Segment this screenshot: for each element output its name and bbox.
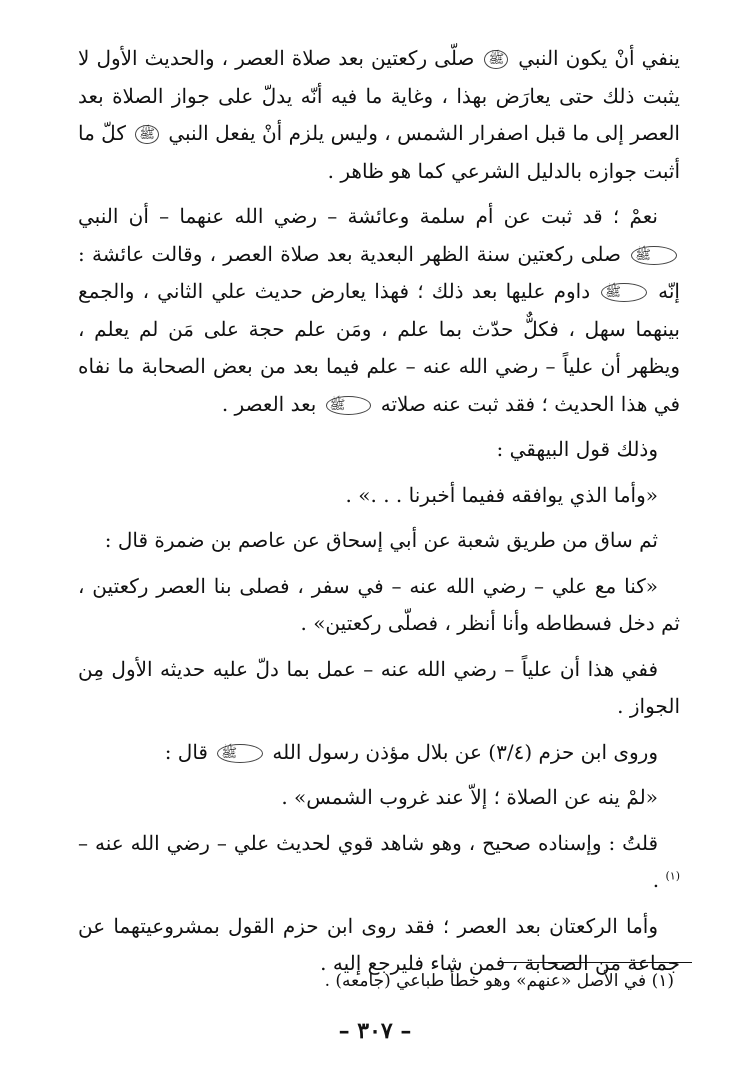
text-run: وأما الركعتان بعد العصر ؛ فقد روى ابن حزم القول بمشروعيتهما عن جماعة من الصحابة ، فمن شاء فليرجع إليه . [78,913,680,975]
text-run: داوم عليها بعد ذلك ؛ فهذا يعارض حديث علي الثاني ، والجمع بينهما سهل ، فكلٌّ حدّث بما علم ، ومَن علم حجة على مَن لم يعلم ، ويظهر أن علياً – رضي الله عنه – علم فيما بعد من بعض الصحابة ما نفاه في هذا الحديث ؛ فقد ثبت عنه صلاته [78,279,680,416]
text-run: وذلك قول البيهقي : [496,437,658,461]
text-run: قلتُ : وإسناده صحيح ، وهو شاهد قوي لحديث علي – رضي الله عنه – [78,830,658,855]
paragraph [78,431,680,469]
honorific-symbol: ﷺ [484,50,508,69]
paragraph [78,198,680,423]
honorific-symbol: ﷺ [631,246,677,265]
paragraph [78,522,680,560]
text-run: ففي هذا أن علياً – رضي الله عنه – عمل بما دلّ عليه حديثه الأول مِن الجواز . [78,656,680,718]
text-run: «كنا مع علي – رضي الله عنه – في سفر ، فصلى بنا العصر ركعتين ، ثم دخل فسطاطه وأنا أنظر ، فصلّى ركعتين» . [78,573,680,635]
text-run: ثم ساق من طريق شعبة عن أبي إسحاق عن عاصم بن ضمرة قال : [104,528,658,552]
paragraph [78,734,680,772]
text-run: «وأما الذي يوافقه ففيما أخبرنا . . .» . [345,482,658,507]
quote-paragraph [78,477,680,515]
text-run: بعد العصر . [221,391,323,416]
text-run: كلّ ما أثبت جوازه بالدليل الشرعي كما هو ظاهر . [78,121,680,183]
honorific-symbol: ﷺ [326,396,372,415]
body-text [78,40,680,991]
honorific-symbol: ﷺ [601,283,647,302]
footnote: (١) في الأصل «عنهم» وهو خطأ طباعي (جامعه) . [324,971,674,991]
paragraph [78,40,680,190]
text-run: صلّى ركعتين بعد صلاة العصر ، والحديث الأول لا يثبت ذلك حتى يعارَض بهذا ، وغاية ما فيه أنّه يدلّ على جواز الصلاة بعد العصر إلى ما قبل اصفرار الشمس ، وليس يلزم أنْ يفعل النبي [78,46,680,145]
honorific-symbol: ﷺ [217,744,263,763]
paragraph [78,825,680,900]
quote-paragraph [78,779,680,817]
text-run: صلى ركعتين سنة الظهر البعدية بعد صلاة العصر ، وقالت عائشة : إنّه [78,241,680,303]
footnote-ref: (١) [665,869,680,883]
text-run: «لمْ ينه عن الصلاة ؛ إلاّ عند غروب الشمس» . [281,785,658,809]
text-run: . [652,868,666,892]
text-run: نعمْ ؛ قد ثبت عن أم سلمة وعائشة – رضي الله عنهما – أن النبي [78,204,658,228]
footnote-divider [502,962,692,963]
paragraph [78,651,680,726]
quote-paragraph [78,568,680,643]
text-run: ينفي أنْ يكون النبي [511,46,680,70]
text-run: وروى ابن حزم (٣/٤) عن بلال مؤذن رسول الله [266,739,658,764]
text-run: قال : [164,739,215,764]
honorific-symbol: ﷺ [135,125,159,144]
page-number: – ٣٠٧ – [338,1018,412,1044]
